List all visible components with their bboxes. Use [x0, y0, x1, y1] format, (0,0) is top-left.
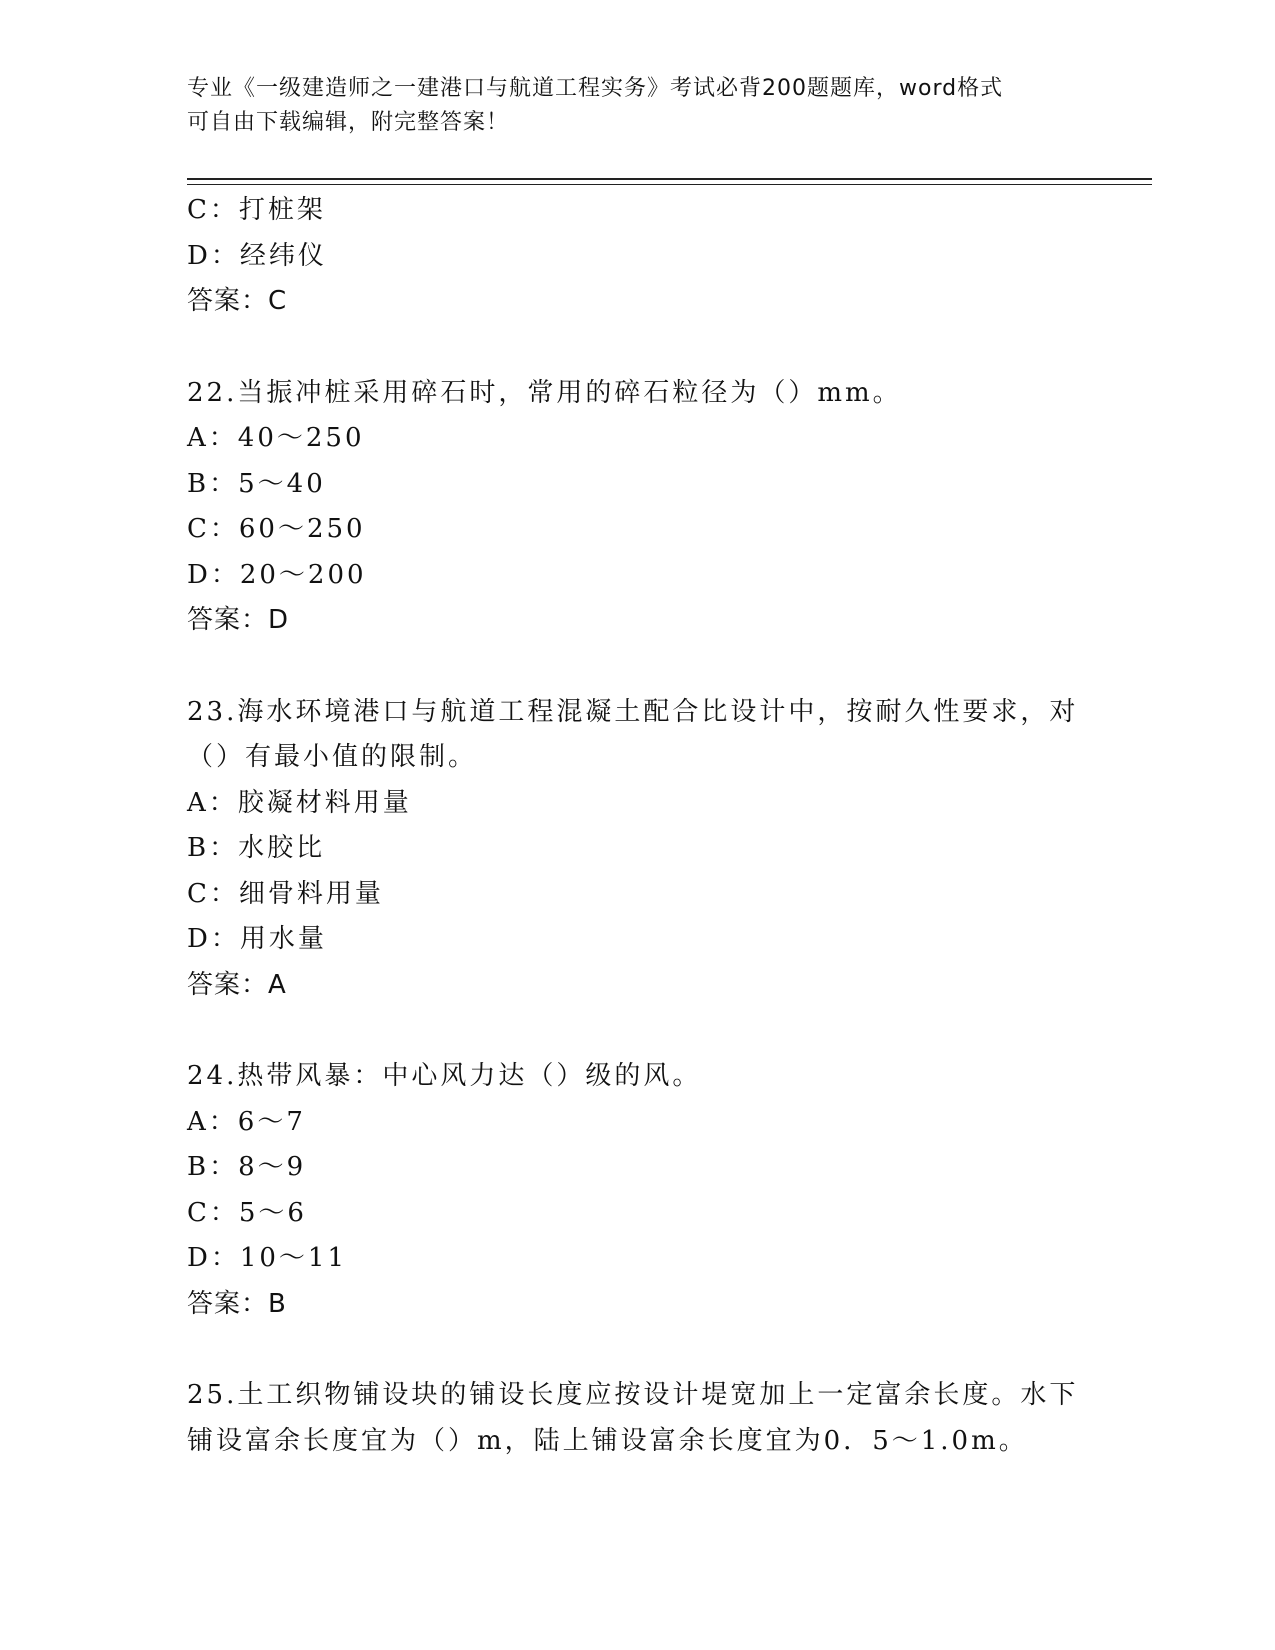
header-title-line-1: 专业《一级建造师之一建港口与航道工程实务》考试必背200题题库，word格式 [187, 76, 1004, 101]
option-d: D：经纬仪 [187, 240, 327, 271]
option-a: A：6～7 [187, 1106, 306, 1137]
question-23 [187, 690, 1087, 1009]
question-stem: 22.当振冲桩采用碎石时，常用的碎石粒径为（）mm。 [187, 377, 902, 408]
header-rule-top [187, 178, 1152, 180]
option-b: B：水胶比 [187, 833, 326, 863]
document-header [187, 72, 1067, 140]
question-stem-line-1: 25.土工织物铺设块的铺设长度应按设计堤宽加上一定富余长度。水下 [187, 1380, 1079, 1410]
option-c: C：细骨料用量 [187, 878, 384, 909]
question-list [187, 188, 1087, 1464]
question-stem: 24.热带风暴：中心风力达（）级的风。 [187, 1061, 702, 1091]
option-d: D：10～11 [187, 1243, 348, 1273]
spacer [187, 1008, 1087, 1054]
header-rule-bottom [187, 184, 1152, 185]
header-title-line-2: 可自由下载编辑，附完整答案！ [187, 110, 510, 135]
option-d: D：20～200 [187, 559, 367, 590]
question-24 [187, 1054, 1087, 1327]
question-stem-line-1: 23.海水环境港口与航道工程混凝土配合比设计中，按耐久性要求，对 [187, 696, 1079, 727]
question-25 [187, 1373, 1087, 1464]
answer: 答案：C [187, 286, 288, 316]
answer: 答案：A [187, 969, 287, 1000]
spacer [187, 325, 1087, 371]
option-c: C：60～250 [187, 514, 366, 544]
answer: 答案：B [187, 1288, 287, 1319]
spacer [187, 1327, 1087, 1373]
option-b: B：8～9 [187, 1152, 307, 1182]
answer: 答案：D [187, 605, 290, 635]
spacer [187, 644, 1087, 690]
option-a: A：40～250 [187, 423, 365, 453]
option-c: C：5～6 [187, 1197, 307, 1228]
option-c: C：打桩架 [187, 195, 326, 225]
option-d: D：用水量 [187, 924, 327, 954]
question-stem-line-2: （）有最小值的限制。 [187, 742, 478, 772]
question-stem-line-2: 铺设富余长度宜为（）m，陆上铺设富余长度宜为0．5～1.0m。 [187, 1425, 1028, 1456]
option-b: B：5～40 [187, 468, 326, 499]
question-21 [187, 188, 1087, 325]
question-22 [187, 371, 1087, 644]
option-a: A：胶凝材料用量 [187, 787, 412, 818]
